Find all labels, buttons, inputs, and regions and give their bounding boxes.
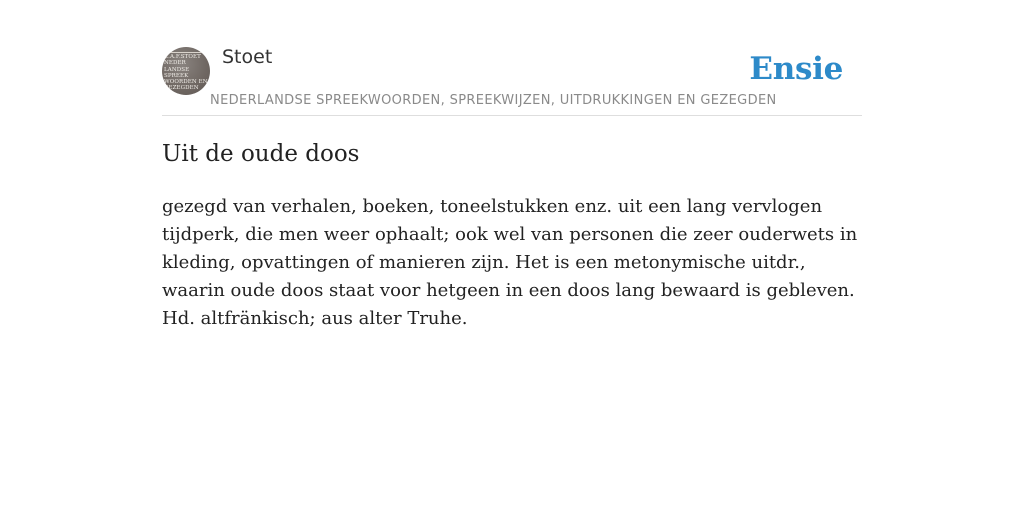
- avatar-cover-text: C.A.F.STOET NEDER LANDSE SPREEK WOORDEN EN GEZEGDEN: [164, 54, 208, 92]
- avatar-rule: [165, 52, 209, 53]
- author-name[interactable]: Stoet: [222, 46, 273, 68]
- entry-definition: gezegd van verhalen, boeken, toneelstukken enz. uit een lang vervlogen tijdperk, die men weer ophaalt; ook wel van personen die zeer ouderwets in kleding, opvattingen of manieren zijn. Het is een metonymische uitdr., waarin oude doos staat voor hetgeen in een doos lang bewaard is gebleven. Hd. altfränkisch; aus alter Truhe.: [162, 196, 858, 329]
- source-title[interactable]: NEDERLANDSE SPREEKWOORDEN, SPREEKWIJZEN, UITDRUKKINGEN EN GEZEGDEN: [210, 93, 777, 108]
- entry-card: [162, 0, 862, 329]
- ensie-logo[interactable]: Ensie: [749, 51, 843, 87]
- entry-title: Uit de oude doos: [162, 141, 360, 167]
- author-avatar[interactable]: [162, 47, 210, 95]
- entry-header: [162, 0, 862, 116]
